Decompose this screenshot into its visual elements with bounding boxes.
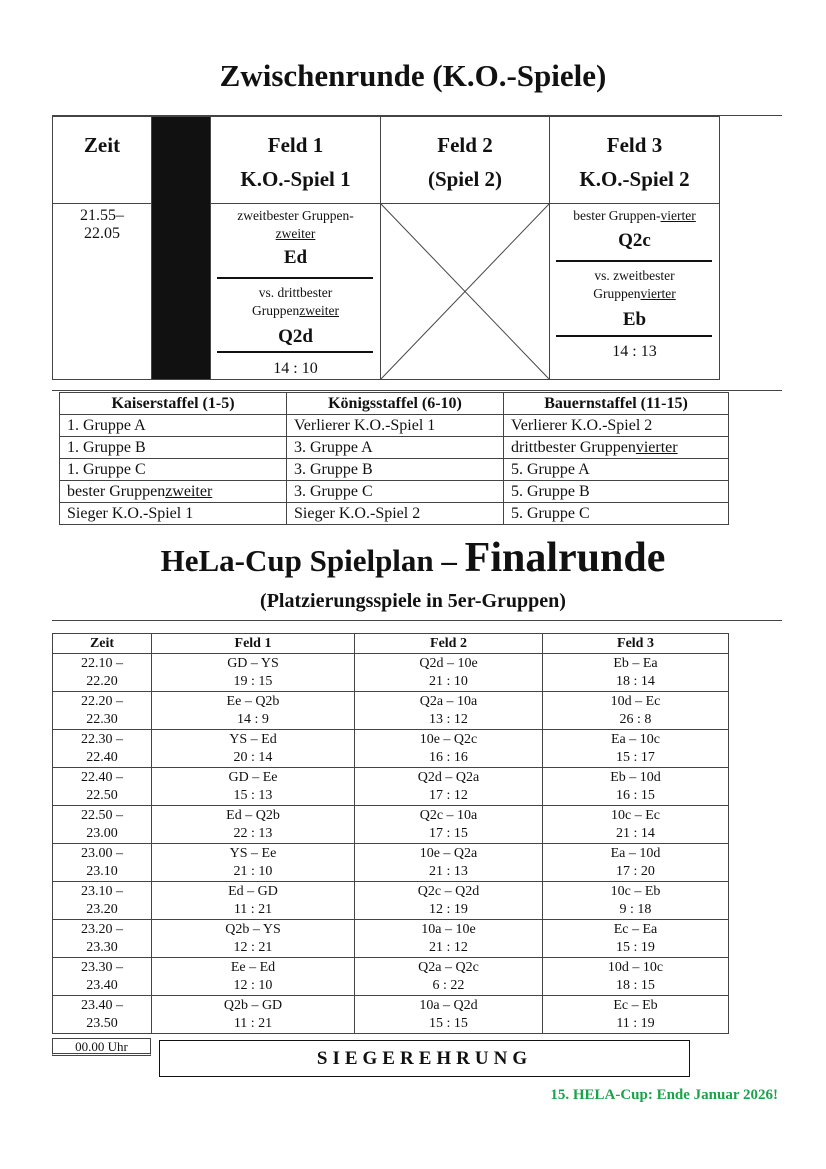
staffel-cell-underline: vierter: [635, 438, 678, 456]
score: 17 : 20: [616, 863, 655, 879]
final-cell: [543, 920, 729, 958]
final-cell: [53, 654, 152, 692]
match: Q2a – 10a: [419, 693, 478, 709]
ko-table: [52, 116, 720, 380]
final-row: [53, 996, 729, 1034]
final-cell: [152, 958, 355, 996]
match: GD – YS: [227, 655, 279, 671]
staffel-cell-plain: drittbester Gruppen: [511, 438, 636, 456]
staffel-cell: 3. Gruppe A: [287, 437, 504, 459]
feld1-separator-2: [217, 351, 373, 353]
score: 6 : 22: [432, 977, 465, 993]
final-row: [53, 882, 729, 920]
match: 10e – Q2c: [419, 731, 478, 747]
final-cell: [53, 806, 152, 844]
final-cell: [53, 844, 152, 882]
match: Ec – Eb: [613, 997, 658, 1013]
time-from: 22.20 –: [81, 693, 123, 709]
time-from: 22.10 –: [81, 655, 123, 671]
finalrunde-title-main: HeLa-Cup Spielplan –: [160, 543, 465, 578]
final-cell: [355, 844, 543, 882]
match: 10a – Q2d: [419, 997, 478, 1013]
final-cell: [53, 692, 152, 730]
score: 15 : 15: [429, 1015, 468, 1031]
feld3-team1-desc-underline: vierter: [660, 208, 696, 223]
score: 12 : 21: [233, 939, 273, 955]
staffel-cell: 3. Gruppe B: [287, 459, 504, 481]
match: GD – Ee: [228, 769, 278, 785]
staffel-row: [60, 415, 729, 437]
final-cell: [355, 692, 543, 730]
final-header-feld3: Feld 3: [543, 634, 729, 654]
cross-out-mark: [381, 204, 549, 379]
score: 11 : 21: [233, 901, 273, 917]
match: YS – Ed: [229, 731, 277, 747]
score: 18 : 14: [616, 673, 655, 689]
final-row: [53, 654, 729, 692]
final-cell: [355, 730, 543, 768]
staffel-row: [60, 437, 729, 459]
staffel-cell: 1. Gruppe B: [60, 437, 287, 459]
final-cell: [152, 806, 355, 844]
score: 21 : 14: [616, 825, 655, 841]
header-feld3-line1: Feld 3: [606, 133, 663, 157]
final-table: [52, 633, 729, 1034]
final-cell: [152, 844, 355, 882]
header-feld1-line2: K.O.-Spiel 1: [240, 167, 351, 191]
final-cell: [53, 920, 152, 958]
staffel-cell: 1. Gruppe A: [60, 415, 287, 437]
time-to: 22.40: [86, 749, 118, 765]
final-cell: [152, 768, 355, 806]
time-to: 23.20: [86, 901, 118, 917]
staffel-header-koenig: Königsstaffel (6-10): [287, 393, 504, 415]
feld3-separator-2: [556, 335, 712, 337]
score: 21 : 12: [429, 939, 468, 955]
feld1-separator-1: [217, 277, 373, 279]
match: Ea – 10d: [610, 845, 661, 861]
final-cell: [543, 692, 729, 730]
match: YS – Ee: [229, 845, 277, 861]
header-feld3-line2: K.O.-Spiel 2: [579, 167, 690, 191]
final-cell: [152, 654, 355, 692]
feld3-vs-desc: [550, 267, 719, 303]
score: 17 : 12: [429, 787, 468, 803]
final-cell: [543, 996, 729, 1034]
staffel-cell: Verlierer K.O.-Spiel 1: [287, 415, 504, 437]
feld3-vs-plain: vs. zweitbester: [594, 268, 675, 283]
staffel-cell-underline: zweiter: [165, 482, 213, 500]
staffel-header-kaiser: Kaiserstaffel (1-5): [60, 393, 287, 415]
staffel-cell: Sieger K.O.-Spiel 1: [60, 503, 287, 525]
time-to: 23.30: [86, 939, 118, 955]
final-cell: [53, 958, 152, 996]
final-header-feld2: Feld 2: [355, 634, 543, 654]
match: 10c – Eb: [610, 883, 661, 899]
ko-time-cell: [52, 203, 152, 380]
match: Ec – Ea: [613, 921, 658, 937]
final-cell: [152, 996, 355, 1034]
time-from: 22.50 –: [81, 807, 123, 823]
score: 15 : 17: [616, 749, 655, 765]
final-cell: [355, 654, 543, 692]
score: 18 : 15: [616, 977, 655, 993]
time-from: 23.30 –: [81, 959, 123, 975]
staffel-cell: 1. Gruppe C: [60, 459, 287, 481]
footer-note: 15. HELA-Cup: Ende Januar 2026!: [550, 1087, 778, 1103]
score: 21 : 10: [429, 673, 468, 689]
feld1-team1-desc-plain: zweitbester Gruppen-: [237, 208, 354, 223]
final-cell: [543, 730, 729, 768]
final-cell: [152, 692, 355, 730]
match: Ee – Q2b: [226, 693, 280, 709]
match: 10d – 10c: [607, 959, 664, 975]
score: 22 : 13: [233, 825, 273, 841]
score: 12 : 19: [429, 901, 468, 917]
feld3-team1-desc-plain: bester Gruppen-: [573, 208, 661, 223]
header-zeit: [52, 116, 152, 204]
score: 12 : 10: [233, 977, 273, 993]
time-from: 23.00 –: [81, 845, 123, 861]
divider: [52, 390, 782, 391]
final-row: [53, 730, 729, 768]
ko-feld3-cell: [549, 203, 720, 380]
feld1-team1-code: Ed: [283, 247, 308, 268]
ko-time-from: 21.55–: [80, 207, 124, 224]
score: 11 : 19: [616, 1015, 655, 1031]
staffel-cell: [504, 437, 729, 459]
score: 14 : 9: [237, 711, 269, 727]
final-cell: [152, 920, 355, 958]
staffel-header-bauern: Bauernstaffel (11-15): [504, 393, 729, 415]
final-row: [53, 844, 729, 882]
staffel-cell: 3. Gruppe C: [287, 481, 504, 503]
feld1-vs-plain2: Gruppen: [252, 303, 300, 318]
staffel-header-row: [60, 393, 729, 415]
score: 21 : 10: [233, 863, 273, 879]
black-column: [151, 116, 211, 380]
final-row: [53, 806, 729, 844]
score: 16 : 15: [616, 787, 655, 803]
final-cell: [355, 882, 543, 920]
staffel-table: [59, 392, 729, 525]
ko-feld1-cell: [210, 203, 381, 380]
final-cell: [543, 844, 729, 882]
score: 17 : 15: [429, 825, 468, 841]
feld3-score: 14 : 13: [612, 343, 657, 360]
ko-time-to: 22.05: [84, 225, 120, 242]
final-cell: [53, 730, 152, 768]
header-feld1: [210, 116, 381, 204]
header-feld2-line1: Feld 2: [437, 133, 493, 157]
match: Q2b – GD: [223, 997, 283, 1013]
match: Q2d – Q2a: [417, 769, 480, 785]
staffel-row: [60, 481, 729, 503]
final-cell: [152, 882, 355, 920]
score: 15 : 19: [616, 939, 655, 955]
final-cell: [53, 768, 152, 806]
match: 10c – Ec: [611, 807, 660, 823]
header-feld2: [380, 116, 550, 204]
finalrunde-title-big: Finalrunde: [464, 535, 666, 581]
feld1-team2-code: Q2d: [278, 326, 313, 347]
match: Ea – 10c: [611, 731, 660, 747]
match: Eb – 10d: [610, 769, 661, 785]
final-cell: [355, 996, 543, 1034]
match: 10a – 10e: [421, 921, 476, 937]
score: 15 : 13: [233, 787, 273, 803]
header-feld2-line2: (Spiel 2): [427, 167, 503, 191]
final-cell: [543, 768, 729, 806]
match: Ed – GD: [228, 883, 278, 899]
time-from: 23.10 –: [81, 883, 123, 899]
finalrunde-title: [0, 534, 826, 582]
score: 9 : 18: [619, 901, 652, 917]
score: 11 : 21: [233, 1015, 273, 1031]
final-header-feld1: Feld 1: [152, 634, 355, 654]
final-cell: [543, 654, 729, 692]
feld1-vs-underline: zweiter: [299, 303, 339, 318]
final-cell: [355, 768, 543, 806]
score: 16 : 16: [429, 749, 468, 765]
staffel-cell: 5. Gruppe B: [504, 481, 729, 503]
feld3-separator-1: [556, 260, 712, 262]
staffel-cell: 5. Gruppe C: [504, 503, 729, 525]
time-to: 22.50: [86, 787, 118, 803]
final-cell: [53, 882, 152, 920]
divider: [52, 620, 782, 621]
staffel-cell: 5. Gruppe A: [504, 459, 729, 481]
ko-feld2-cell: [380, 203, 550, 380]
final-row: [53, 958, 729, 996]
score: 19 : 15: [233, 673, 273, 689]
score: 13 : 12: [429, 711, 468, 727]
staffel-cell-plain: bester Gruppen: [67, 482, 166, 500]
match: Q2c – Q2d: [417, 883, 480, 899]
final-cell: [543, 958, 729, 996]
header-feld1-line1: Feld 1: [267, 133, 324, 157]
score: 21 : 13: [429, 863, 468, 879]
time-from: 22.40 –: [81, 769, 123, 785]
match: Q2c – 10a: [419, 807, 478, 823]
feld3-vs-underline: vierter: [640, 286, 676, 301]
feld3-vs-plain2: Gruppen: [593, 286, 641, 301]
time-to: 23.00: [86, 825, 118, 841]
staffel-row: [60, 459, 729, 481]
time-to: 23.10: [86, 863, 118, 879]
time-to: 23.40: [86, 977, 118, 993]
time-from: 22.30 –: [81, 731, 123, 747]
final-cell: [355, 958, 543, 996]
final-row: [53, 692, 729, 730]
feld3-team2-code: Eb: [622, 309, 647, 330]
staffel-cell: Sieger K.O.-Spiel 2: [287, 503, 504, 525]
time-to: 22.30: [86, 711, 118, 727]
feld1-team1-desc: [211, 207, 380, 243]
staffel-cell: Verlierer K.O.-Spiel 2: [504, 415, 729, 437]
match: Q2b – YS: [225, 921, 281, 937]
match: Ed – Q2b: [226, 807, 280, 823]
feld1-vs-desc: [211, 284, 380, 320]
feld3-team1-desc: [550, 207, 719, 225]
siegerehrung-box: SIEGEREHRUNG: [159, 1040, 690, 1077]
final-cell: [355, 920, 543, 958]
feld1-team1-desc-underline: zweiter: [275, 226, 316, 241]
match: 10d – Ec: [610, 693, 661, 709]
final-header-row: [53, 634, 729, 654]
match: 10e – Q2a: [419, 845, 478, 861]
finalrunde-subtitle: (Platzierungsspiele in 5er-Gruppen): [260, 590, 566, 612]
time-from: 23.20 –: [81, 921, 123, 937]
match: Q2d – 10e: [419, 655, 478, 671]
final-cell: [152, 730, 355, 768]
feld3-team1-code: Q2c: [618, 230, 651, 251]
time-to: 23.50: [86, 1015, 118, 1031]
feld1-vs-plain: vs. drittbester: [258, 285, 333, 300]
final-cell: [543, 806, 729, 844]
score: 20 : 14: [233, 749, 273, 765]
final-row: [53, 768, 729, 806]
feld1-score: 14 : 10: [273, 360, 318, 377]
match: Eb – Ea: [613, 655, 658, 671]
final-cell: [355, 806, 543, 844]
match: Ee – Ed: [230, 959, 276, 975]
match: Q2a – Q2c: [418, 959, 479, 975]
header-feld3: [549, 116, 720, 204]
page-title: Zwischenrunde (K.O.-Spiele): [219, 58, 607, 93]
final-cell: [53, 996, 152, 1034]
staffel-cell: [60, 481, 287, 503]
final-cell: [543, 882, 729, 920]
time-from: 23.40 –: [81, 997, 123, 1013]
staffel-row: [60, 503, 729, 525]
final-last-time: 00.00 Uhr: [52, 1038, 151, 1056]
final-header-zeit: Zeit: [53, 634, 152, 654]
final-row: [53, 920, 729, 958]
time-to: 22.20: [86, 673, 118, 689]
header-zeit-label: Zeit: [83, 133, 121, 157]
score: 26 : 8: [619, 711, 652, 727]
